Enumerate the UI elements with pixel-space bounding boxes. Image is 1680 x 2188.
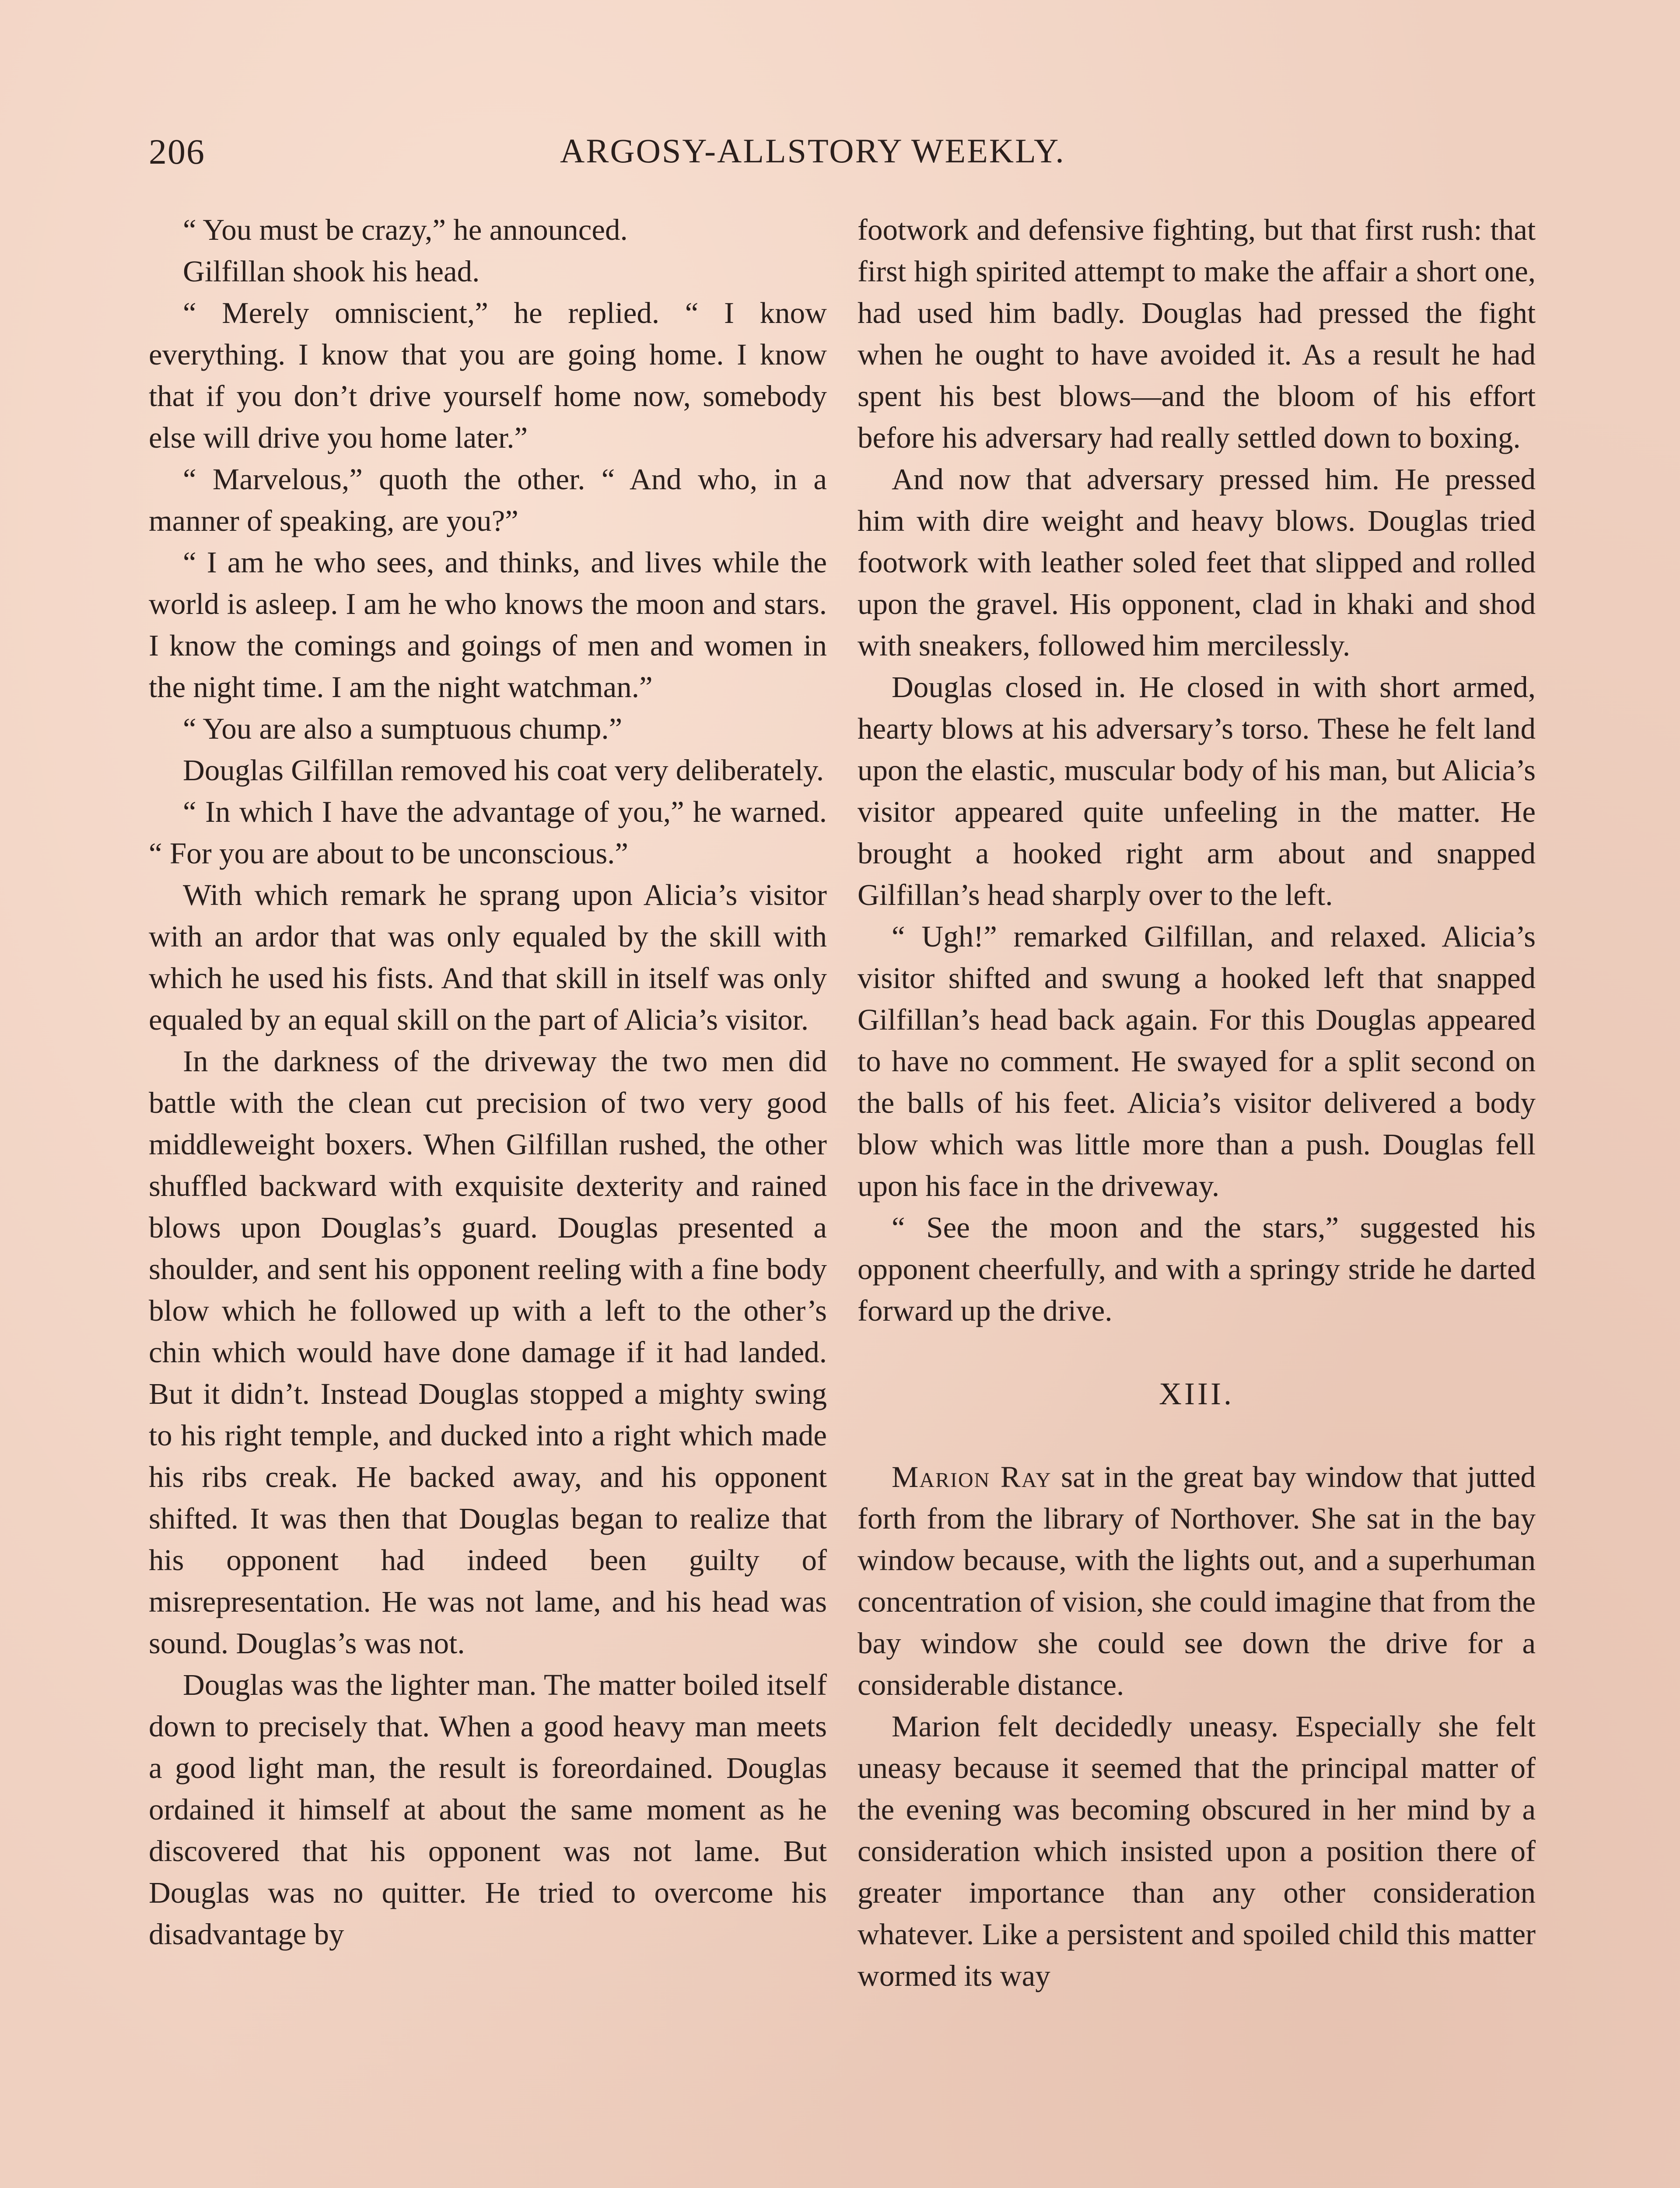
paragraph: With which remark he sprang upon Alicia’s visitor with an ardor that was only equaled by the skill with which he used his fists. And that skill in itself was only equaled by an equal skill on the part of Alicia’s visitor. <box>149 878 827 1036</box>
paragraph: Douglas Gilfillan removed his coat very deliberately. <box>183 754 824 787</box>
paragraph: “ Ugh!” remarked Gilfillan, and relaxed. Alicia’s visitor shifted and swung a hooked left that snapped Gilfillan’s head back again. For this Douglas appeared to have no comment. He swayed for a split second on the balls of his feet. Alicia’s visitor delivered a body blow which was little more than a push. Douglas fell upon his face in the driveway. <box>858 920 1536 1203</box>
running-head: ARGOSY-ALLSTORY WEEKLY. <box>560 132 1065 170</box>
chapter-opening-paragraph <box>858 1456 1536 1706</box>
left-column <box>149 209 827 2188</box>
paragraph: “ Marvelous,” quoth the other. “ And who, in a manner of speaking, are you?” <box>149 463 827 537</box>
continued-paragraph: footwork and defensive fighting, but that first rush: that first high spirited attempt to make the affair a short one, had used him badly. Douglas had pressed the fight when he ought to have avoided it. As a result he had spent his best blows—and the bloom of his effort before his adversary had really settled down to boxing. <box>858 213 1536 454</box>
paragraph: “ You are also a sumptuous chump.” <box>183 712 623 745</box>
paragraph: Douglas closed in. He closed in with short armed, hearty blows at his adversary’s torso. These he felt land upon the elastic, muscular body of his man, but Alicia’s visitor appeared quite unfeeling in the matter. He brought a hooked right arm about and snapped Gilfillan’s head sharply over to the left. <box>858 670 1536 912</box>
paragraph: Douglas was the lighter man. The matter boiled itself down to precisely that. When a good heavy man meets a good light man, the result is foreordained. Douglas ordained it himself at about the same moment as he discovered that his opponent was not lame. But Douglas was no quitter. He tried to overcome his disadvantage by <box>149 1668 827 1951</box>
paragraph: In the darkness of the driveway the two men did battle with the clean cut precision of two very good middleweight boxers. When Gilfillan rushed, the other shuffled backward with exquisite dexterity and rained blows upon Douglas’s guard. Douglas presented a shoulder, and sent his opponent reeling with a fine body blow which he followed up with a left to the other’s chin which would have done damage if it had landed. But it didn’t. Instead Douglas stopped a mighty swing to his right temple, and ducked into a right which made his ribs creak. He backed away, and his opponent shifted. It was then that Douglas began to realize that his opponent had indeed been guilty of misrepresentation. He was not lame, and his head was sound. Douglas’s was not. <box>149 1045 827 1660</box>
page-header <box>149 131 1531 179</box>
chapter-opening-text: sat in the great bay window that jutted forth from the library of Northover. She sat in the bay window because, with the lights out, and a superhuman concentration of vision, she could imagine that from the bay window she could see down the drive for a considerable distance. <box>858 1460 1536 1701</box>
paragraph: And now that adversary pressed him. He pressed him with dire weight and heavy blows. Douglas tried footwork with leather soled feet that slipped and rolled upon the gravel. His opponent, clad in khaki and shod with sneakers, followed him mercilessly. <box>858 463 1536 662</box>
paragraph: “ Merely omniscient,” he replied. “ I know everything. I know that you are going home. I know that if you don’t drive yourself home now, somebody else will drive you home later.” <box>149 296 827 454</box>
right-column <box>858 209 1536 2188</box>
paragraph: “ In which I have the advantage of you,” he warned. “ For you are about to be unconscious.” <box>149 795 827 870</box>
paragraph: Marion felt decidedly uneasy. Especially she felt uneasy because it seemed that the principal matter of the evening was becoming obscured in her mind by a consideration which insisted upon a position there of greater importance than any other consideration whatever. Like a persistent and spoiled child this matter wormed its way <box>858 1710 1536 1992</box>
chapter-opening-smallcaps: Marion Ray <box>892 1460 1052 1494</box>
paragraph: “ See the moon and the stars,” suggested his opponent cheerfully, and with a springy stride he darted forward up the drive. <box>858 1211 1536 1327</box>
paragraph: “ I am he who sees, and thinks, and lives while the world is asleep. I am he who knows the moon and stars. I know the comings and goings of men and women in the night time. I am the night watchman.” <box>149 546 827 704</box>
paragraph: “ You must be crazy,” he announced. <box>183 213 628 246</box>
chapter-heading: XIII. <box>1159 1376 1234 1411</box>
page-number: 206 <box>149 132 205 172</box>
paragraph: Gilfillan shook his head. <box>183 255 480 288</box>
